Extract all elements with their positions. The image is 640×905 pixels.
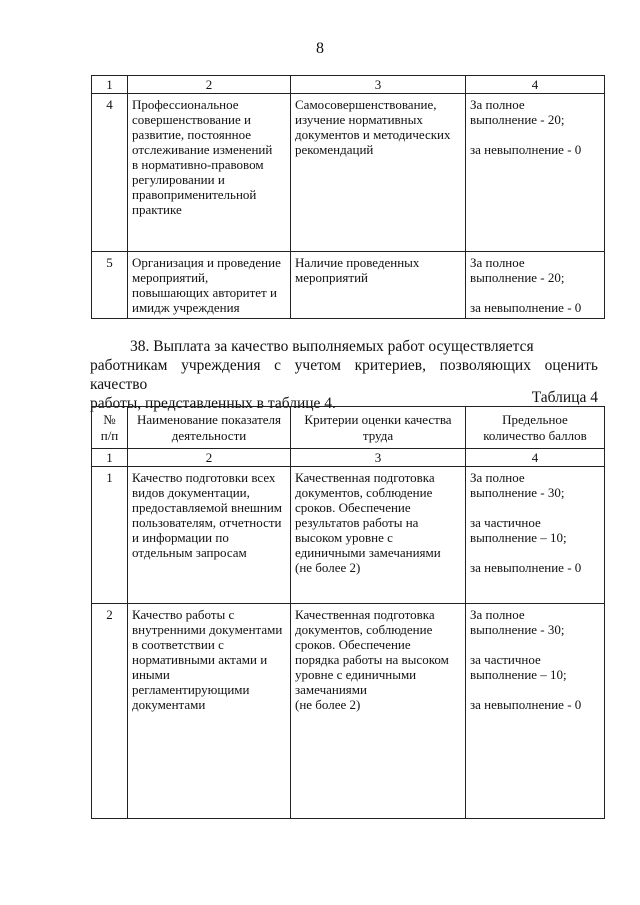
cell-line: (не более 2) <box>295 697 361 712</box>
paragraph-line: работникам учреждения с учетом критериев, позволяющих оценить качество <box>90 357 598 393</box>
header-line: п/п <box>100 427 119 443</box>
col-number: 3 <box>291 76 466 94</box>
cell-line: сроков. Обеспечение <box>295 637 411 652</box>
line-gap <box>470 500 600 515</box>
cell-line: За полное <box>470 607 525 622</box>
header-line: труда <box>362 427 394 443</box>
header-criteria <box>291 407 466 449</box>
cell-line: внутренними документами <box>132 622 283 637</box>
table-4 <box>91 406 605 819</box>
cell-line: развитие, постоянное <box>132 127 252 142</box>
cell-line: документов и методических <box>295 127 451 142</box>
criteria-cell <box>291 604 466 819</box>
header-points <box>466 407 605 449</box>
col-number: 1 <box>92 449 128 467</box>
cell-line: за невыполнение - 0 <box>470 300 582 315</box>
line-gap <box>470 637 600 652</box>
cell-line: нормативными актами и <box>132 652 268 667</box>
cell-line: Качественная подготовка <box>295 607 435 622</box>
row-number: 1 <box>92 467 128 604</box>
table-header-row <box>92 407 605 449</box>
cell-line: выполнение – 10; <box>470 667 567 682</box>
cell-line: иными <box>132 667 170 682</box>
cell-line: за невыполнение - 0 <box>470 697 582 712</box>
column-number-row <box>92 76 605 94</box>
points-cell <box>466 94 605 252</box>
cell-line: за частичное <box>470 652 541 667</box>
col-number: 3 <box>291 449 466 467</box>
cell-line: За полное <box>470 97 525 112</box>
cell-line: изучение нормативных <box>295 112 423 127</box>
line-gap <box>470 285 600 300</box>
col-number: 2 <box>128 76 291 94</box>
cell-line: единичными замечаниями <box>295 545 441 560</box>
cell-line: мероприятий, <box>132 270 209 285</box>
cell-line: мероприятий <box>295 270 368 285</box>
cell-line: За полное <box>470 255 525 270</box>
paragraph-38 <box>90 337 598 413</box>
header-line: деятельности <box>171 427 247 443</box>
cell-line: практике <box>132 202 182 217</box>
cell-line: уровне с единичными <box>295 667 417 682</box>
points-cell <box>466 467 605 604</box>
indicator-cell <box>128 467 291 604</box>
cell-line: сроков. Обеспечение <box>295 500 411 515</box>
paragraph-line: 38. Выплата за качество выполняемых работ осуществляется <box>130 338 534 355</box>
header-line: № <box>103 411 116 427</box>
criteria-cell <box>291 252 466 319</box>
cell-line: за невыполнение - 0 <box>470 560 582 575</box>
col-number: 2 <box>128 449 291 467</box>
cell-line: регулировании и <box>132 172 225 187</box>
header-line: Критерии оценки качества <box>304 411 452 427</box>
table-row <box>92 604 605 819</box>
table-row <box>92 94 605 252</box>
header-line: Предельное <box>502 411 568 427</box>
page-number: 8 <box>316 40 324 57</box>
cell-line: документов, соблюдение <box>295 622 433 637</box>
cell-line: повышающих авторитет и <box>132 285 277 300</box>
row-number: 5 <box>92 252 128 319</box>
criteria-cell <box>291 467 466 604</box>
cell-line: и информации по <box>132 530 229 545</box>
criteria-cell <box>291 94 466 252</box>
header-number <box>92 407 128 449</box>
line-gap <box>470 127 600 142</box>
cell-line: отдельным запросам <box>132 545 247 560</box>
cell-line: Качество работы с <box>132 607 235 622</box>
cell-line: порядка работы на высоком <box>295 652 449 667</box>
cell-line: предоставляемой внешним <box>132 500 283 515</box>
row-number: 4 <box>92 94 128 252</box>
header-line: количество баллов <box>483 427 587 443</box>
cell-line: за невыполнение - 0 <box>470 142 582 157</box>
cell-line: выполнение - 20; <box>470 270 565 285</box>
table-caption: Таблица 4 <box>531 389 598 406</box>
header-line: Наименование показателя <box>136 411 282 427</box>
col-number: 1 <box>92 76 128 94</box>
indicator-cell <box>128 604 291 819</box>
cell-line: Организация и проведение <box>132 255 281 270</box>
cell-line: выполнение - 30; <box>470 622 565 637</box>
cell-line: (не более 2) <box>295 560 361 575</box>
table-row <box>92 467 605 604</box>
cell-line: Качественная подготовка <box>295 470 435 485</box>
cell-line: за частичное <box>470 515 541 530</box>
cell-line: Самосовершенствование, <box>295 97 437 112</box>
cell-line: результатов работы на <box>295 515 419 530</box>
cell-line: замечаниями <box>295 682 367 697</box>
cell-line: рекомендаций <box>295 142 374 157</box>
cell-line: выполнение - 20; <box>470 112 565 127</box>
cell-line: отслеживание изменений <box>132 142 273 157</box>
cell-line: Профессиональное <box>132 97 239 112</box>
cell-line: За полное <box>470 470 525 485</box>
points-cell <box>466 252 605 319</box>
criteria-table-continued <box>91 75 605 319</box>
header-indicator <box>128 407 291 449</box>
cell-line: выполнение – 10; <box>470 530 567 545</box>
cell-line: в нормативно-правовом <box>132 157 264 172</box>
table-row <box>92 252 605 319</box>
cell-line: документов, соблюдение <box>295 485 433 500</box>
cell-line: в соответствии с <box>132 637 224 652</box>
row-number: 2 <box>92 604 128 819</box>
cell-line: Качество подготовки всех <box>132 470 276 485</box>
cell-line: правоприменительной <box>132 187 257 202</box>
cell-line: совершенствование и <box>132 112 251 127</box>
column-number-row <box>92 449 605 467</box>
col-number: 4 <box>466 76 605 94</box>
paragraph-line: работы, представленных в таблице 4. <box>90 395 336 412</box>
points-cell <box>466 604 605 819</box>
line-gap <box>470 545 600 560</box>
cell-line: видов документации, <box>132 485 250 500</box>
indicator-cell <box>128 252 291 319</box>
cell-line: высоком уровне с <box>295 530 393 545</box>
line-gap <box>470 682 600 697</box>
cell-line: Наличие проведенных <box>295 255 420 270</box>
cell-line: пользователям, отчетности <box>132 515 282 530</box>
cell-line: документами <box>132 697 206 712</box>
cell-line: регламентирующими <box>132 682 250 697</box>
indicator-cell <box>128 94 291 252</box>
col-number: 4 <box>466 449 605 467</box>
cell-line: выполнение - 30; <box>470 485 565 500</box>
cell-line: имидж учреждения <box>132 300 240 315</box>
